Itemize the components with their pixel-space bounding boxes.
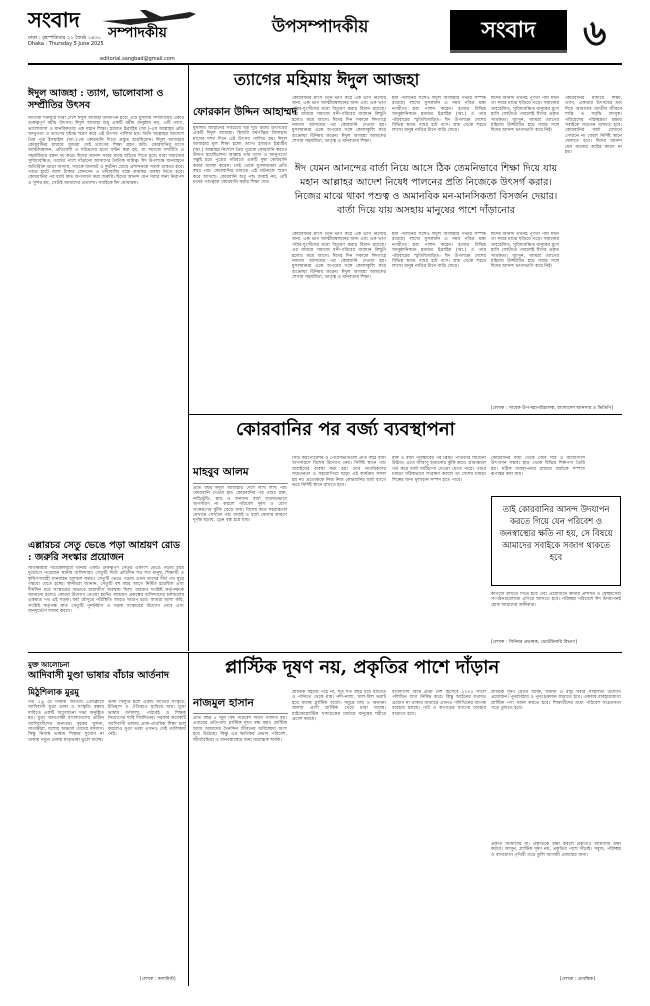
article3-byline: মিঠুশিলাক মুরমু	[28, 688, 79, 698]
article4-headline: প্লাস্টিক দূষণ নয়, প্রকৃতির পাশে দাঁড়ান	[225, 657, 500, 678]
section-title: সম্পাদকীয়	[108, 25, 167, 41]
article3-author-note: [লেখক : কলামিস্ট]	[140, 977, 176, 982]
article2-col5: কাগজে রাখতে দিতে হবে এবং প্রয়োজনে স্থানীয় প্রশাসন ও স্বেচ্ছাসেবী সংগঠনগুলোকে এগিয়ে আসতে হবে। পরিচ্ছন্ন পরিবেশে ঈদ উদযাপনই হোক আমাদের অঙ্গীকার।	[491, 592, 621, 608]
article4-byline-rule	[193, 713, 288, 714]
article3-col2: ভাষা বিলুপ্ত হলে একটি জাতির সংস্কৃতি, ইতিহাস ও ঐতিহ্যও হারিয়ে যায়। মুণ্ডা ভাষায় বর্ণমালা, পাঠ্যবই ও শিক্ষক নিয়োগের দাবি দীর্ঘদিনের। সরকার কয়েকটি আদিবাসী ভাষায় প্রাক-প্রাথমিক শিক্ষা চালু করলেও মুণ্ডা ভাষা এখনও সেই তালিকায় নেই।	[108, 700, 186, 738]
article1-author-note: [লেখক : সাবেক উপ-মহাপরিচালক, বাংলাদেশ আনসার ও ভিডিপি]	[491, 406, 614, 411]
article1-col5: কোরবানির মাধ্যমে শিক্ষা, ত্যাগ, একতার উৎসবের মধ্য দিয়ে আমাদের জাতীয় জীবনে শান্তি ও সমৃদ্ধি আসুক। পরিবেশের পরিচ্ছন্নতা রক্ষায় সবাইকে সচেতন থাকতে হবে। কোরবানির বর্জ্য যেখানে সেখানে না ফেলে নির্দিষ্ট স্থানে ফেলতে হবে। ঈদের আনন্দ যেন অন্যের কষ্টের কারণ না হয়।	[565, 96, 622, 156]
article4-col3: বাংলাদেশ বিশ্বে প্রথম দেশ হিসেবে ২০০২ সালে পলিথিন ব্যাগ নিষিদ্ধ করে। কিন্তু আইনের যথাযথ প্রয়োগ না থাকায় বাজারে এখনও পলিথিনের ব্যাপক ব্যবহার চলছে। পাট ও কাপড়ের ব্যাগের ব্যবহার বাড়াতে হবে।	[392, 690, 486, 717]
article1-byline: ফোরকান উদ্দিন আহাম্মদ	[193, 106, 298, 118]
article2-author-note: [লেখক : সিনিয়র প্রভাষক, ভেটেরিনারি বিভাগ]	[491, 640, 578, 645]
page-number: ৬	[583, 12, 607, 54]
bottom-column-divider	[188, 653, 189, 986]
article4-author-note: [লেখক : প্রাবন্ধিক]	[560, 977, 596, 982]
article1-col1: মুসলিম জাহানের সবচেয়ে বড় দুটি ধর্মীয় উৎসবের একটি ঈদুল আজহা। হিজরি বর্ষপঞ্জির জিলহজ মাসের দশম দিনে এই উৎসব পালিত হয়। ঈদুল আজহার মূল শিক্ষা হলো ত্যাগ। হজরত ইব্রাহিম (আ.) আল্লাহর নির্দেশে প্রিয় পুত্রকে কোরবানি করতে উদ্যত হয়েছিলেন। আল্লাহ তার ত্যাগ ও আনুগত্যে সন্তুষ্ট হয়ে পুত্রের পরিবর্তে একটি দুম্বা কোরবানি করার ব্যবস্থা করেন। সেই থেকে মুসলমানরা প্রতি বছর পশু কোরবানির মাধ্যমে এই ঘটনাকে স্মরণ করে আসছে। কোরবানি শুধু পশু জবাই নয়, এটি মনের পশুত্বকে কোরবানি করার শিক্ষা দেয়।	[193, 126, 287, 186]
article2-byline-rule	[193, 483, 288, 484]
editorial1-title: ঈদুল আজহা : ত্যাগ, ভালোবাসা ও সম্প্রীতির উৎসব	[28, 88, 164, 111]
article2-headline: কোরবানির পর বর্জ্য ব্যবস্থাপনা	[236, 419, 455, 440]
logo-right-box	[450, 10, 567, 53]
header-divider	[28, 63, 622, 65]
article2-byline: মাহবুব আলম	[193, 466, 249, 478]
article2-col1: প্রতি বছর ঈদুল আজহায় দেশে লাখ লাখ পশু কোরবানি দেওয়া হয়। কোরবানির পর পশুর রক্ত, নাড়িভুঁড়ি, হাড় ও অন্যান্য বর্জ্য যথাযথভাবে অপসারণ না করলে পরিবেশ দূষণ ও রোগ সংক্রমণের ঝুঁকি বেড়ে যায়। বিশেষ করে শহরাঞ্চলে যেখানে সেখানে পশু জবাই ও বর্জ্য ফেলার কারণে দুর্গন্ধ ছড়ায়, ড্রেন বন্ধ হয়ে যায়।	[193, 486, 287, 524]
article1-bottom-rule	[189, 414, 622, 415]
article1-col2: কোরবানির মাংস তিন ভাগ করে এক ভাগ নিজের জন্য, এক ভাগ আত্মীয়স্বজনের জন্য এবং এক ভাগ গরিব-দুঃখীদের মধ্যে বিতরণ করার বিধান রয়েছে। এর মাধ্যমে সমাজে ধনী-গরিবের ব্যবধান কিছুটা হলেও কমে আসে। ঈদের দিন সকালে ঈদগাহে নামাজ আদায়ের পর কোরবানি দেওয়া হয়। মুসলমানরা একে অপরের সঙ্গে কোলাকুলি করে শুভেচ্ছা বিনিময় করেন। ঈদুল আজহা আমাদের শেখায় সহমর্মিতা, ভ্রাতৃত্ব ও মানবতার শিক্ষা।	[292, 96, 386, 145]
article2-pullquote-box	[491, 496, 621, 586]
article2-col4: কোরবানির বর্জ্য থেকে জৈব সার ও বায়োগ্যাস উৎপাদন সম্ভব। হাড় থেকে বিভিন্ন শিল্পপণ্য তৈরি হয়। সঠিক ব্যবস্থাপনার মাধ্যমে বর্জ্যকে সম্পদে রূপান্তর করা যায়।	[491, 456, 585, 478]
article1-pullquote: ঈদ যেমন আনন্দের বার্তা নিয়ে আসে ঠিক তেমনিভাবে শিক্ষা দিয়ে যায় মহান আল্লাহর আদেশ নিষেধ পালনের প্রতি নিজেকে উৎসর্গ করার। নিজের মাঝে থাকা পশুত্ব ও অমানবিক মন-মানসিকতা বিসর্জন দেয়ার। বার্তা দিয়ে যায় অসহায় মানুষের পাশে দাঁড়ানোর	[294, 163, 558, 216]
article2-col2: সিটি করপোরেশন ও পৌরসভাগুলো প্রতি বছর বর্জ্য অপসারণে বিশেষ উদ্যোগ নেয়। নির্দিষ্ট স্থানে পশু জবাইয়ের ব্যবস্থা করা হয়। তবে নাগরিকদের সচেতনতা ও সহযোগিতা ছাড়া এই কার্যক্রম সফল হয় না। প্রত্যেককে নিজ নিজ কোরবানির বর্জ্য ব্যাগে ভরে নির্দিষ্ট স্থানে রাখতে হবে।	[292, 456, 386, 489]
article1-col3: হজ পালনের সঙ্গেও ঈদুল আজহার গভীর সম্পর্ক রয়েছে। লাখো মুসলমান এ সময় পবিত্র মক্কা নগরীতে হজ পালন করেন। হজের বিভিন্ন আনুষ্ঠানিকতা হজরত ইব্রাহিম (আ.) ও তার পরিবারের স্মৃতিবিজড়িত। ঈদ উপলক্ষে দেশের বিভিন্ন স্থানে পশুর হাট বসে। গ্রাম থেকে শহরে লাখো মানুষ নাড়ির টানে বাড়ি ফেরে।	[392, 96, 486, 134]
editorial1-body: আগামী শনিবার সারা দেশে ঈদুল আজহা উদযাপন হবে। এটি মুসলিম সম্প্রদায়ের একটি গুরুত্বপূর্ণ ধর্মীয় উৎসব। ঈদুল আজহা শুধু একটি ধর্মীয় অনুষ্ঠান নয়, এটি ত্যাগ, ভালোবাসা ও মানবিকতার এক মহান শিক্ষা। হজরত ইব্রাহিম (আ.)-এর আল্লাহর প্রতি আনুগত্য ও ত্যাগের দৃষ্টান্ত স্মরণ করে এই উৎসব পালিত হয়। তিনি আল্লাহর আদেশে প্রিয় পুত্র ইসমাইল (আ.)-কে কোরবানি দিতে প্রস্তুত হয়েছিলেন। ঈদুল আজহার কোরবানির মাধ্যমে আমরা সেই ত্যাগের শিক্ষা গ্রহণ করি। কোরবানির মাংস আত্মীয়স্বজন, প্রতিবেশী ও দরিদ্রদের মধ্যে বণ্টন করা হয়, যা সমাজে সম্প্রীতি ও সহমর্মিতার বন্ধন দৃঢ় করে। ঈদের আনন্দ সবার মাঝে ছড়িয়ে দিতে হবে। যারা সমাজের সুবিধাবঞ্চিত, তাদের পাশে দাঁড়ানো আমাদের নৈতিক দায়িত্ব। ঈদ উপলক্ষে যানবাহনে অতিরিক্ত ভাড়া আদায়, সড়কে যানজট ও দুর্ঘটনা রোধে প্রশাসনকে সতর্ক থাকতে হবে। পশুর হাটে জাল টাকার লেনদেন ও চাঁদাবাজি বন্ধে কার্যকর ব্যবস্থা নিতে হবে। কোরবানির পর বর্জ্য দ্রুত অপসারণ করা জরুরি। ঈদের আনন্দ যেন সবার জন্য নিরাপদ ও সুন্দর হয়, সেটাই আমাদের প্রত্যাশা। সবাইকে ঈদ মোবারক।	[28, 116, 184, 186]
article3-col1: গত ২৬ মে ঢাকায় জাতীয় প্রেসক্লাবে আদিবাসী মুণ্ডা ভাষা ও সংস্কৃতি রক্ষার দাবিতে একটি আলোচনা সভা অনুষ্ঠিত হয়। মুণ্ডা জনগোষ্ঠী বাংলাদেশের প্রাচীন আদিবাসীদের অন্যতম। বৃহত্তর খুলনা, সাতক্ষীরা, যশোর অঞ্চলে তাদের বসবাস। কিন্তু নিজস্ব ভাষায় শিক্ষার সুযোগ না থাকায় নতুন প্রজন্ম মাতৃভাষা ভুলে যাচ্ছে।	[28, 700, 104, 743]
article1-col4-bottom: ঈদের আনন্দ তখনই পূর্ণতা পায় যখন তা সবার মাঝে ছড়িয়ে পড়ে। সমাজের অবহেলিত, সুবিধাবঞ্চিত মানুষের মুখে হাসি ফোটাতে পারলেই ঈদের প্রকৃত সার্থকতা। আসুন, আমরা ত্যাগের মহিমায় উজ্জীবিত হয়ে সবার সঙ্গে ঈদের আনন্দ ভাগাভাগি করে নিই।	[491, 232, 559, 270]
article4-col2: প্লাস্টিক সহজে পচে না, শত শত বছর ধরে মাটিতে ও পানিতে থেকে যায়। নদী-নালা, খাল-বিল ভরাট হয়ে যাচ্ছে প্লাস্টিক বর্জ্যে। সমুদ্রে মাছ ও অন্যান্য জলজ প্রাণী প্লাস্টিক খেয়ে মারা যাচ্ছে। মাইক্রোপ্লাস্টিক খাদ্যচক্রের মাধ্যমে মানুষের শরীরে প্রবেশ করছে।	[292, 690, 386, 723]
editorial2-body: সাতক্ষীরার পাটকেলঘাটা থানার একটি গুরুত্বপূর্ণ সেতুর একাংশ ভেঙে পড়ায় চরম দুর্ভোগে পড়েছেন স্থানীয় বাসিন্দারা। সেতুটি দিয়ে প্রতিদিন শত শত মানুষ, শিক্ষার্থী ও কৃষিপণ্যবাহী যানবাহন চলাচল করত। সেতুটি ভেঙে পড়ায় এখন তাদের দীর্ঘ পথ ঘুরে গন্তব্যে যেতে হচ্ছে। স্থানীয়রা জানান, সেতুটি বহু বছর আগে নির্মিত হয়েছিল এবং দীর্ঘদিন ধরে সংস্কারের অভাবে জরাজীর্ণ অবস্থায় ছিল। বারবার সংশ্লিষ্ট কর্তৃপক্ষকে জানানো হলেও কোনো উদ্যোগ নেওয়া হয়নি। আশ্রয়ণ প্রকল্পের বাসিন্দাদের চলাচলের একমাত্র পথ এই সড়ক। বর্ষা মৌসুমে পরিস্থিতি আরও খারাপ হবে। আমরা আশা করি, সংশ্লিষ্ট কর্তৃপক্ষ দ্রুত সেতুটি পুনর্নির্মাণ ও সড়ক সংস্কারের উদ্যোগ নেবে এবং জনদুর্ভোগ লাঘব করবে।	[28, 566, 184, 615]
dateline-en: Dhaka : Thursday 5 June 2025	[28, 41, 104, 47]
article1-col2-bottom: কোরবানির মাংস তিন ভাগ করে এক ভাগ নিজের জন্য, এক ভাগ আত্মীয়স্বজনের জন্য এবং এক ভাগ গরিব-দুঃখীদের মধ্যে বিতরণ করার বিধান রয়েছে। এর মাধ্যমে সমাজে ধনী-গরিবের ব্যবধান কিছুটা হলেও কমে আসে। ঈদের দিন সকালে ঈদগাহে নামাজ আদায়ের পর কোরবানি দেওয়া হয়। মুসলমানরা একে অপরের সঙ্গে কোলাকুলি করে শুভেচ্ছা বিনিময় করেন। ঈদুল আজহা আমাদের শেখায় সহমর্মিতা, ভ্রাতৃত্ব ও মানবতার শিক্ষা।	[292, 232, 386, 281]
logo-right: সংবাদ	[481, 17, 536, 43]
article2-bottom-rule	[28, 652, 622, 653]
article2-col3: রক্ত ও বর্জ্য পরিষ্কারের পর ব্লিচিং পাউডার ছিটানো উচিত। এতে জীবাণু ছড়ানোর ঝুঁকি কমে। গ্রামাঞ্চলে গর্ত করে বর্জ্য মাটিচাপা দেওয়া যেতে পারে। পশুর চামড়া সঠিকভাবে সংরক্ষণ করলে তা দেশের চামড়া শিল্পের জন্য মূল্যবান সম্পদ হতে পারে।	[392, 456, 486, 483]
article1-headline: ত্যাগের মহিমায় ঈদুল আজহা	[234, 70, 420, 89]
article4-byline: নাজমুল হাসান	[193, 697, 254, 709]
header-email[interactable]: editorial.sangbad@gmail.com	[100, 56, 175, 62]
logo-left: সংবাদ	[28, 7, 80, 32]
article2-pullquote: তাই কোরবানির আনন্দ উদযাপন করতে গিয়ে যেন পরিবেশ ও জনস্বাস্থ্যের ক্ষতি না হয়, সে বিষয়ে আমাদের সবাইকে সজাগ থাকতে হবে	[499, 504, 613, 562]
article4-col5: প্রকৃতি আমাদের মা। প্রকৃতিকে রক্ষা করলে প্রকৃতিও আমাদের রক্ষা করবে। আসুন, প্লাস্টিক দূষণ নয়, প্রকৃতির পাশে দাঁড়াই। সবুজ, পরিচ্ছন্ন ও বাসযোগ্য পৃথিবী গড়ে তুলি আগামী প্রজন্মের জন্য।	[491, 842, 621, 858]
article1-col4: ঈদের আনন্দ তখনই পূর্ণতা পায় যখন তা সবার মাঝে ছড়িয়ে পড়ে। সমাজের অবহেলিত, সুবিধাবঞ্চিত মানুষের মুখে হাসি ফোটাতে পারলেই ঈদের প্রকৃত সার্থকতা। আসুন, আমরা ত্যাগের মহিমায় উজ্জীবিত হয়ে সবার সঙ্গে ঈদের আনন্দ ভাগাভাগি করে নিই।	[491, 96, 559, 134]
article1-byline-rule	[193, 123, 288, 124]
article3-headline: আদিবাসী মুণ্ডা ভাষার বাঁচার আর্তনাদ	[28, 670, 169, 681]
article1-col3-bottom: হজ পালনের সঙ্গেও ঈদুল আজহার গভীর সম্পর্ক রয়েছে। লাখো মুসলমান এ সময় পবিত্র মক্কা নগরীতে হজ পালন করেন। হজের বিভিন্ন আনুষ্ঠানিকতা হজরত ইব্রাহিম (আ.) ও তার পরিবারের স্মৃতিবিজড়িত। ঈদ উপলক্ষে দেশের বিভিন্ন স্থানে পশুর হাট বসে। গ্রাম থেকে শহরে লাখো মানুষ নাড়ির টানে বাড়ি ফেরে।	[392, 232, 486, 270]
center-title: উপসম্পাদকীয়	[272, 17, 369, 37]
left-column-divider	[188, 65, 189, 651]
article4-col1: প্রতি বছর ৫ জুন বিশ্ব পরিবেশ দিবস পালিত হয়। এবারের প্রতিপাদ্য প্লাস্টিক দূষণ বন্ধ করা। প্লাস্টিক আজ আমাদের দৈনন্দিন জীবনের অবিচ্ছেদ্য অংশ হয়ে উঠেছে। কিন্তু এর ক্ষতিকর প্রভাব পরিবেশ, জীববৈচিত্র্য ও মানবস্বাস্থ্যের জন্য মারাত্মক হুমকি।	[193, 716, 287, 743]
dateline-bn: ঢাকা : বৃহস্পতিবার ২২ জ্যৈষ্ঠ ১৪৩০	[28, 35, 101, 41]
article4-col4: প্লাস্টিক দূষণ রোধে ব্যক্তি, সমাজ ও রাষ্ট্র সবার সম্মিলিত উদ্যোগ প্রয়োজন। পুনর্ব্যবহার ও পুনঃচক্রায়ন বাড়াতে হবে। একবার ব্যবহারযোগ্য প্লাস্টিক পণ্য বর্জন করতে হবে। শিক্ষার্থীদের মধ্যে পরিবেশ সচেতনতা গড়ে তুলতে হবে।	[491, 690, 621, 712]
article3-kicker: মুক্ত আলোচনা	[28, 660, 70, 669]
editorial2-title: এল্লারচর সেতু ভেঙে পড়া আশ্রয়ণ রোড : জরুরি সংস্কার প্রয়োজন	[28, 540, 180, 563]
